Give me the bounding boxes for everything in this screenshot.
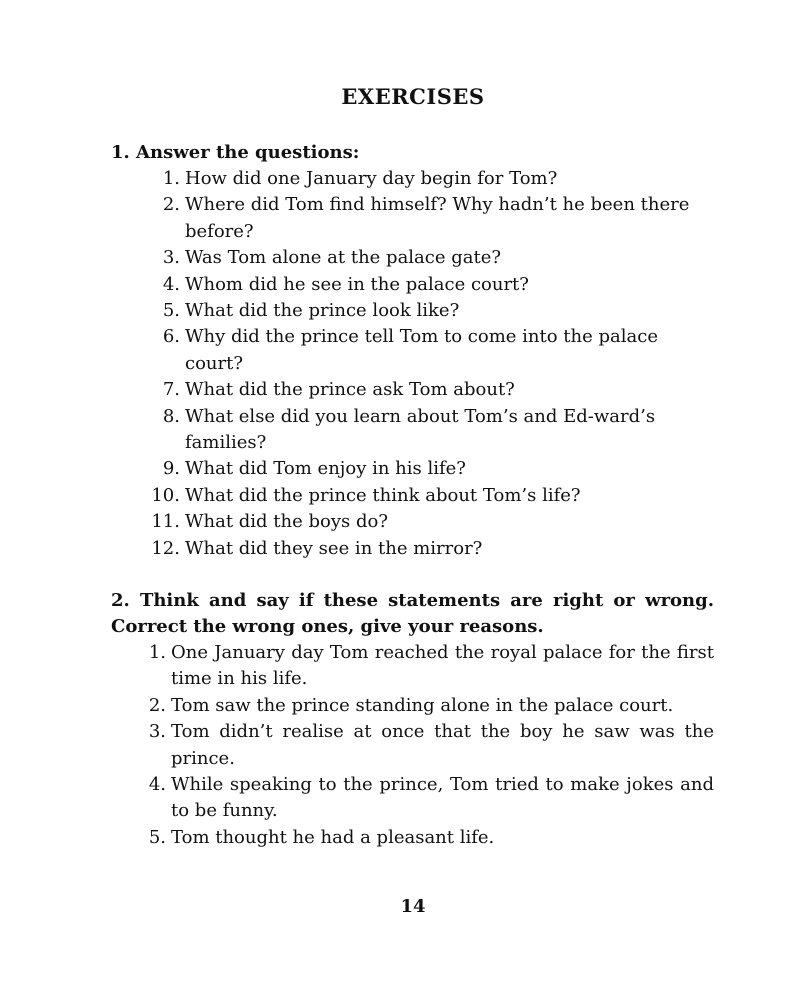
item-text: What else did you learn about Tom’s and Ed-ward’s families?: [185, 405, 656, 454]
item-text: Why did the prince tell Tom to come into the palace court?: [185, 326, 658, 374]
item-number: 12.: [151, 537, 180, 559]
page-number: 14: [400, 896, 426, 917]
list-item: [148, 719, 714, 772]
list-item: [162, 192, 715, 245]
list-item: [162, 324, 715, 377]
list-item: [151, 483, 715, 509]
list-item: [148, 772, 714, 825]
item-text: Tom saw the prince standing alone in the palace court.: [171, 694, 674, 716]
item-text: While speaking to the prince, Tom tried to make jokes and to be funny.: [171, 774, 714, 822]
item-text: What did the prince look like?: [185, 300, 460, 322]
item-text: Whom did he see in the palace court?: [185, 273, 529, 295]
exercise-1-heading: 1. Answer the questions:: [111, 142, 360, 163]
item-text: Tom didn’t realise at once that the boy he saw was the prince.: [171, 721, 714, 769]
item-text: Tom thought he had a pleasant life.: [171, 826, 495, 848]
item-text: What did the boys do?: [185, 511, 389, 533]
item-number: 5.: [148, 826, 166, 848]
exercise-2-heading: 2. Think and say if these statements are right or wrong. Correct the wrong ones, give your reasons.: [111, 590, 714, 637]
item-number: 11.: [151, 511, 180, 533]
item-number: 9.: [162, 458, 180, 480]
item-number: 4.: [162, 273, 180, 295]
list-item: [162, 298, 715, 324]
list-item: [148, 640, 714, 693]
list-item: [148, 693, 714, 719]
item-text: What did Tom enjoy in his life?: [185, 458, 466, 480]
list-item: [151, 536, 715, 562]
item-number: 3.: [162, 247, 180, 269]
item-number: 2.: [162, 194, 180, 216]
list-item: [162, 404, 715, 457]
list-item: [162, 166, 715, 192]
exercise-1-question-list: [151, 166, 715, 562]
exercise-2-statement-list: [148, 640, 714, 851]
item-text: What did they see in the mirror?: [185, 537, 483, 559]
item-number: 1.: [148, 642, 166, 663]
item-text: How did one January day begin for Tom?: [185, 168, 558, 189]
list-item: [162, 245, 715, 271]
item-number: 6.: [162, 326, 180, 348]
item-number: 5.: [162, 300, 180, 322]
item-number: 7.: [162, 379, 180, 401]
item-number: 3.: [148, 721, 166, 743]
item-number: 2.: [148, 694, 166, 716]
item-text: What did the prince think about Tom’s life?: [185, 484, 581, 506]
item-text: Was Tom alone at the palace gate?: [185, 247, 502, 269]
page-title: EXERCISES: [341, 84, 485, 109]
list-item: [151, 509, 715, 535]
list-item: [162, 272, 715, 298]
list-item: [162, 456, 715, 482]
item-number: 1.: [162, 168, 180, 189]
item-text: One January day Tom reached the royal palace for the first time in his life.: [171, 642, 714, 690]
list-item: [162, 377, 715, 403]
item-number: 10.: [151, 484, 180, 506]
item-number: 4.: [148, 774, 166, 796]
item-text: What did the prince ask Tom about?: [185, 379, 515, 401]
item-text: Where did Tom find himself? Why hadn’t he been there before?: [185, 194, 690, 242]
list-item: [148, 825, 714, 851]
item-number: 8.: [162, 405, 180, 427]
